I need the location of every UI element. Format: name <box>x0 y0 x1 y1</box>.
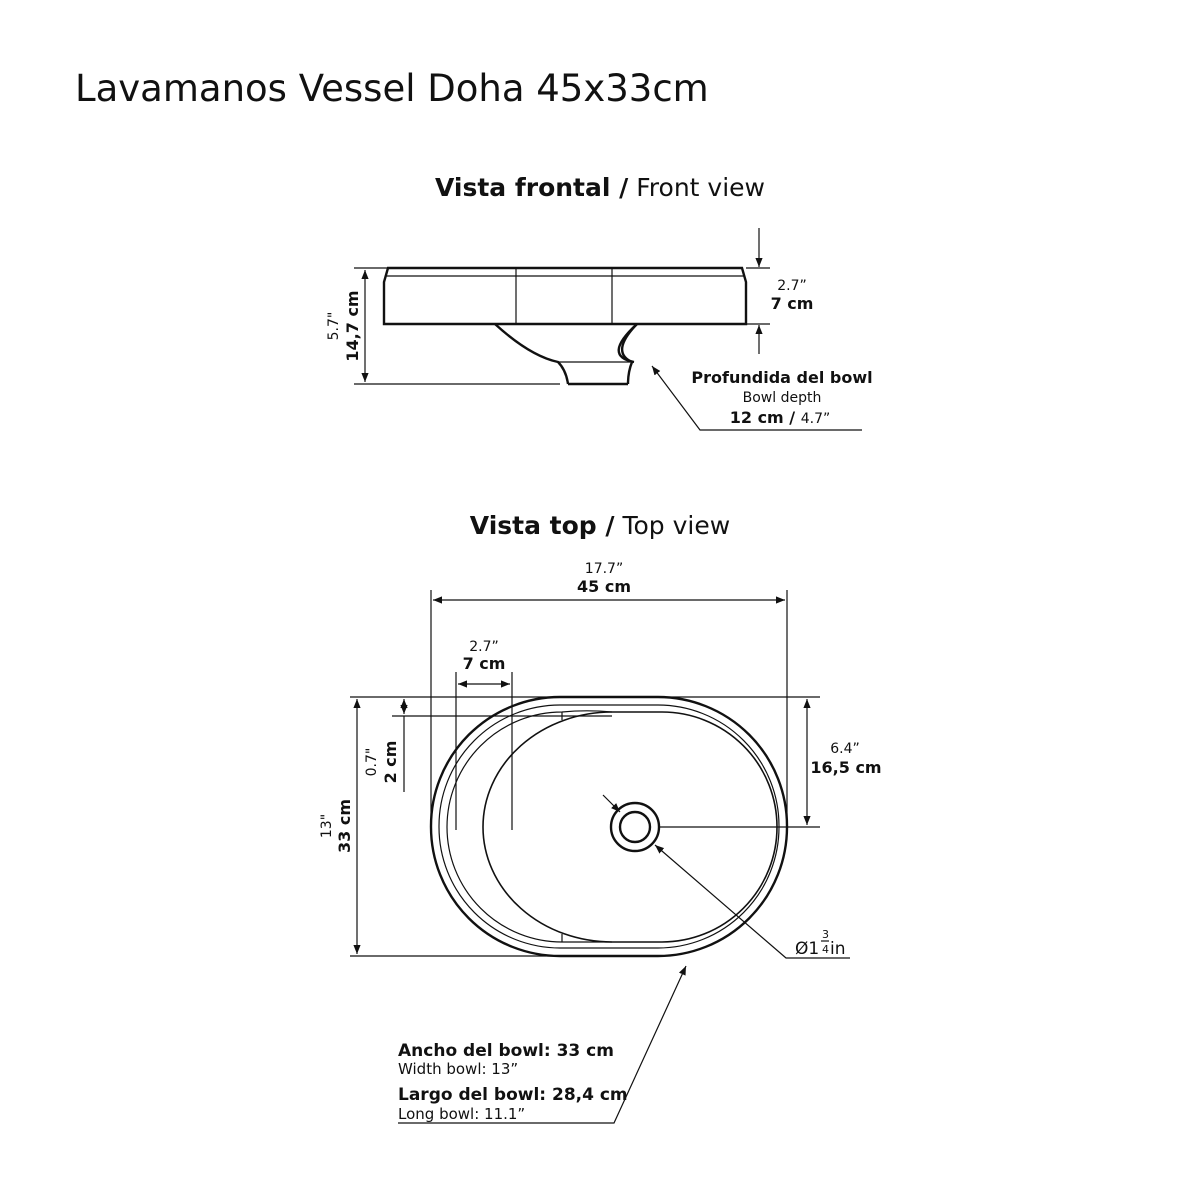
top-view-heading <box>470 511 730 540</box>
top-width-cm: 45 cm <box>577 577 631 596</box>
front-height-cm: 14,7 cm <box>343 290 362 362</box>
front-rim-in: 2.7” <box>777 278 807 294</box>
bowl-long-label: Largo del bowl: 28,4 cm <box>398 1085 628 1105</box>
drain-prefix: Ø1 <box>795 939 820 959</box>
top-half-in: 6.4” <box>830 741 860 757</box>
bowl-depth-sep: / <box>783 408 801 427</box>
front-height-in: 5.7" <box>326 311 342 341</box>
bowl-depth-in: 4.7” <box>800 411 831 427</box>
drain-unit: in <box>830 939 846 959</box>
top-width-in: 17.7” <box>584 561 624 577</box>
drain-fraction-num: 3 <box>822 928 829 941</box>
front-rim-cm: 7 cm <box>770 294 814 313</box>
drain-diameter-label <box>795 928 846 959</box>
top-offset-in: 2.7” <box>469 639 499 655</box>
bowl-width-label: Ancho del bowl: 33 cm <box>398 1041 614 1061</box>
top-heading-bold: Vista top <box>469 511 597 540</box>
bowl-depth-value <box>730 408 831 427</box>
top-offset-cm: 7 cm <box>462 654 506 673</box>
bowl-depth-label: Profundida del bowl <box>691 368 873 387</box>
front-heading-sep: / <box>610 173 629 202</box>
front-heading-normal: Front view <box>628 173 765 202</box>
bowl-long-sub: Long bowl: 11.1” <box>398 1105 526 1123</box>
top-total-cm: 33 cm <box>335 799 354 853</box>
top-heading-normal: Top view <box>614 511 731 540</box>
top-gap-in: 0.7" <box>364 747 380 777</box>
front-heading-bold: Vista frontal <box>435 173 611 202</box>
drain-fraction-den: 4 <box>822 943 829 956</box>
front-view-heading <box>435 173 765 202</box>
bowl-depth-cm: 12 cm <box>729 408 784 427</box>
page-title: Lavamanos Vessel Doha 45x33cm <box>75 67 709 110</box>
bowl-depth-sub: Bowl depth <box>742 390 822 406</box>
bowl-width-sub: Width bowl: 13” <box>398 1060 519 1078</box>
top-heading-sep: / <box>596 511 615 540</box>
top-gap-cm: 2 cm <box>381 740 400 784</box>
top-half-cm: 16,5 cm <box>810 758 882 777</box>
top-total-in: 13" <box>319 813 335 839</box>
